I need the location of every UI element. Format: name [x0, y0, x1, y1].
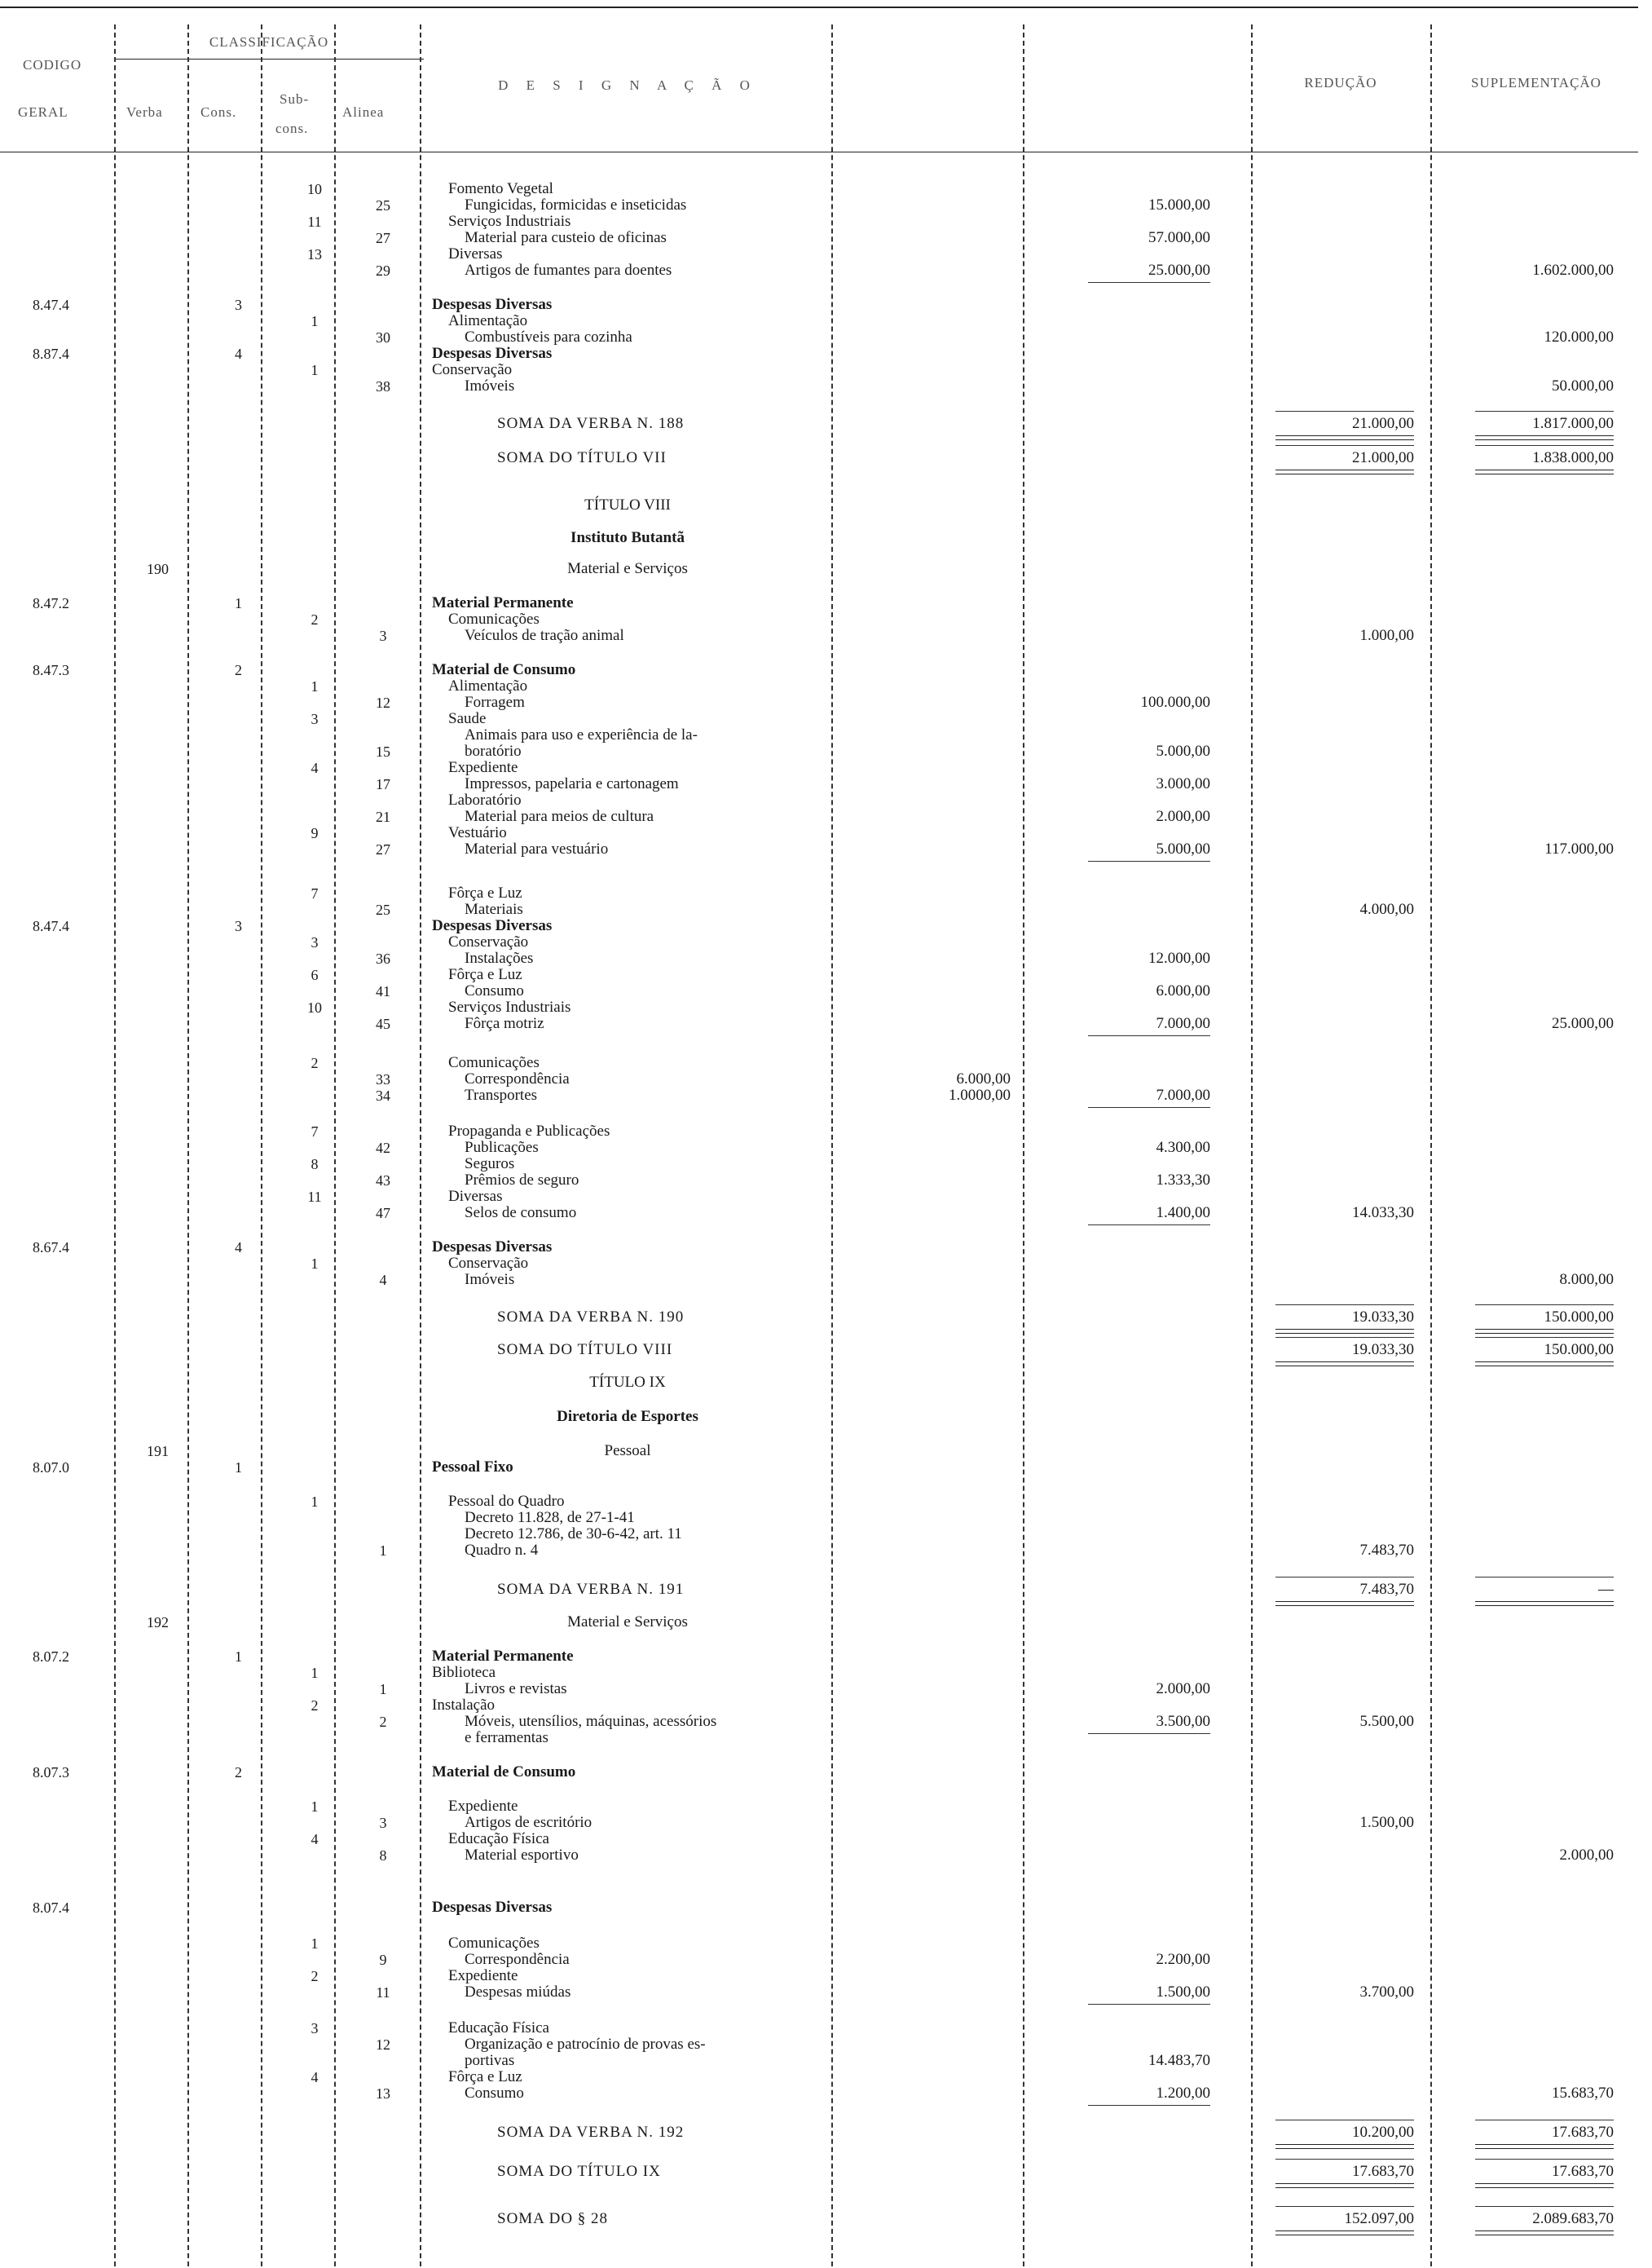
row-designacao: Animais para uso e experiência de la- — [465, 726, 698, 743]
row-subcons: 11 — [307, 1189, 322, 1205]
value-reducao: 19.033,30 — [1352, 1341, 1414, 1358]
value-col3: 2.200,00 — [1156, 1951, 1210, 1968]
soma-double-rule — [1275, 470, 1414, 474]
row-cons: 4 — [235, 1239, 242, 1255]
row-alinea: 2 — [379, 1714, 387, 1730]
value-col3: 7.000,00 — [1156, 1015, 1210, 1032]
row-designacao: Material para custeio de oficinas — [465, 229, 667, 246]
row-verba: 190 — [147, 561, 169, 577]
value-suplementacao: 1.838.000,00 — [1532, 449, 1614, 466]
row-designacao: Seguros — [465, 1155, 515, 1172]
header-cons: Cons. — [200, 104, 237, 120]
row-designacao: Pessoal Fixo — [432, 1458, 513, 1476]
value-suplementacao: 2.000,00 — [1559, 1847, 1614, 1864]
soma-double-rule — [1475, 1361, 1614, 1366]
soma-top-rule — [1275, 2206, 1414, 2207]
row-subcons: 2 — [311, 1055, 319, 1071]
row-cons: 1 — [235, 595, 242, 611]
row-subcons: 1 — [311, 362, 319, 378]
value-reducao: 5.500,00 — [1359, 1713, 1414, 1730]
row-soma: SOMA DO TÍTULO VII — [497, 449, 667, 466]
row-designacao: Forragem — [465, 694, 525, 711]
row-designacao: Consumo — [465, 982, 524, 999]
row-subcons: 8 — [311, 1156, 319, 1172]
row-designacao: Propaganda e Publicações — [448, 1123, 610, 1140]
value-col2: 6.000,00 — [956, 1070, 1011, 1088]
value-col3: 14.483,70 — [1148, 2052, 1210, 2069]
header-alinea: Alinea — [342, 104, 385, 120]
row-heading: Material e Serviços — [567, 560, 688, 577]
row-alinea: 13 — [376, 2085, 390, 2102]
row-alinea: 21 — [376, 809, 390, 825]
row-designacao: Fungicidas, formicidas e inseticidas — [465, 196, 687, 214]
row-soma: SOMA DO TÍTULO IX — [497, 2163, 661, 2180]
row-designacao: Diversas — [448, 245, 503, 263]
row-code: 8.07.2 — [33, 1648, 69, 1665]
row-heading: TÍTULO IX — [589, 1374, 666, 1391]
row-subcons: 1 — [311, 1494, 319, 1510]
row-designacao: Instalação — [432, 1697, 496, 1714]
row-cons: 2 — [235, 1764, 242, 1780]
value-col3: 5.000,00 — [1156, 743, 1210, 760]
row-designacao: Veículos de tração animal — [465, 627, 624, 644]
row-subcons: 4 — [311, 760, 319, 776]
row-designacao: e ferramentas — [465, 1729, 548, 1746]
value-col3: 1.200,00 — [1156, 2085, 1210, 2102]
value-reducao: 7.483,70 — [1359, 1542, 1414, 1559]
value-col3: 25.000,00 — [1148, 262, 1210, 279]
value-col2: 1.0000,00 — [949, 1087, 1011, 1104]
row-designacao: Expediente — [448, 1798, 518, 1815]
row-alinea: 3 — [379, 1815, 387, 1831]
row-designacao: Fôrça e Luz — [448, 966, 522, 983]
row-alinea: 3 — [379, 628, 387, 644]
value-col3: 1.333,30 — [1156, 1172, 1210, 1189]
soma-top-rule — [1475, 2159, 1614, 2160]
row-cons: 1 — [235, 1459, 242, 1476]
header-sub: Sub- — [280, 91, 310, 107]
row-designacao: Material de Consumo — [432, 1763, 576, 1780]
row-designacao: Fôrça e Luz — [448, 885, 522, 902]
row-subcons: 2 — [311, 1968, 319, 1984]
value-suplementacao: 25.000,00 — [1552, 1015, 1614, 1032]
row-designacao: portivas — [465, 2052, 515, 2069]
row-subcons: 13 — [307, 246, 322, 263]
header-geral: GERAL — [18, 104, 68, 120]
row-code: 8.67.4 — [33, 1239, 69, 1255]
row-designacao: Expediente — [448, 759, 518, 776]
subtotal-underline — [1088, 1107, 1210, 1108]
row-cons: 2 — [235, 662, 242, 678]
row-designacao: Imóveis — [465, 377, 515, 395]
value-col3: 3.500,00 — [1156, 1713, 1210, 1730]
value-col3: 12.000,00 — [1148, 950, 1210, 967]
subtotal-underline — [1088, 1035, 1210, 1036]
row-alinea: 15 — [376, 743, 390, 760]
row-alinea: 45 — [376, 1016, 390, 1032]
value-col3: 100.000,00 — [1140, 694, 1210, 711]
soma-top-rule — [1275, 411, 1414, 412]
row-alinea: 25 — [376, 902, 390, 918]
row-code: 8.47.2 — [33, 595, 69, 611]
row-designacao: Material Permanente — [432, 594, 574, 611]
row-alinea: 34 — [376, 1088, 390, 1104]
soma-top-rule — [1275, 1337, 1414, 1338]
row-subcons: 1 — [311, 313, 319, 329]
soma-top-rule — [1275, 1304, 1414, 1305]
row-designacao: Decreto 12.786, de 30-6-42, art. 11 — [465, 1525, 682, 1542]
row-subcons: 4 — [311, 1831, 319, 1847]
col-sep-codigo — [114, 24, 117, 2266]
row-subcons: 1 — [311, 1665, 319, 1681]
col-sep-c2 — [1023, 24, 1026, 2266]
value-reducao: 21.000,00 — [1352, 449, 1414, 466]
row-designacao: Impressos, papelaria e cartonagem — [465, 775, 679, 792]
value-reducao: 1.000,00 — [1359, 627, 1414, 644]
row-alinea: 27 — [376, 841, 390, 858]
soma-top-rule — [1275, 2159, 1414, 2160]
row-designacao: Vestuário — [448, 824, 507, 841]
row-alinea: 1 — [379, 1542, 387, 1559]
row-designacao: Móveis, utensílios, máquinas, acessórios — [465, 1713, 717, 1730]
row-designacao: Livros e revistas — [465, 1680, 567, 1697]
value-suplementacao: — — [1598, 1581, 1614, 1598]
row-code: 8.87.4 — [33, 346, 69, 362]
soma-double-rule — [1275, 2183, 1414, 2188]
row-designacao: Material Permanente — [432, 1648, 574, 1665]
value-suplementacao: 17.683,70 — [1552, 2124, 1614, 2141]
value-reducao: 4.000,00 — [1359, 901, 1414, 918]
value-col3: 3.000,00 — [1156, 775, 1210, 792]
value-suplementacao: 150.000,00 — [1544, 1341, 1614, 1358]
row-alinea: 38 — [376, 378, 390, 395]
row-designacao: Combustíveis para cozinha — [465, 329, 632, 346]
soma-double-rule — [1275, 2230, 1414, 2235]
value-reducao: 21.000,00 — [1352, 415, 1414, 432]
col-sep-subcons — [334, 24, 337, 2266]
row-alinea: 43 — [376, 1172, 390, 1189]
value-suplementacao: 17.683,70 — [1552, 2163, 1614, 2180]
value-reducao: 7.483,70 — [1359, 1581, 1414, 1598]
header-reducao: REDUÇÃO — [1304, 75, 1377, 90]
row-designacao: Consumo — [465, 2085, 524, 2102]
soma-top-rule — [1275, 445, 1414, 446]
row-verba: 192 — [147, 1614, 169, 1630]
row-designacao: Transportes — [465, 1087, 538, 1104]
subtotal-underline — [1088, 2105, 1210, 2106]
row-alinea: 47 — [376, 1205, 390, 1221]
col-sep-c4 — [1430, 24, 1434, 2266]
row-designacao: Despesas miúdas — [465, 1983, 571, 2001]
value-col3: 7.000,00 — [1156, 1087, 1210, 1104]
row-designacao: Educação Física — [448, 2019, 549, 2036]
row-designacao: Prêmios de seguro — [465, 1172, 579, 1189]
col-sep-verba — [187, 24, 191, 2266]
soma-top-rule — [1475, 2206, 1614, 2207]
header-codigo: CODIGO — [23, 57, 82, 73]
row-alinea: 11 — [376, 1984, 390, 2001]
value-col3: 15.000,00 — [1148, 196, 1210, 214]
row-cons: 1 — [235, 1648, 242, 1665]
row-designacao: Material para meios de cultura — [465, 808, 654, 825]
value-col3: 57.000,00 — [1148, 229, 1210, 246]
soma-double-rule — [1475, 1329, 1614, 1334]
subtotal-underline — [1088, 1224, 1210, 1225]
row-designacao: Biblioteca — [432, 1664, 496, 1681]
row-subcons: 3 — [311, 934, 319, 951]
row-designacao: Laboratório — [448, 792, 522, 809]
row-designacao: boratório — [465, 743, 522, 760]
header-suplementacao: SUPLEMENTAÇÃO — [1471, 75, 1601, 90]
row-designacao: Serviços Industriais — [448, 999, 571, 1016]
row-designacao: Fomento Vegetal — [448, 180, 553, 197]
col-sep-alinea — [420, 24, 423, 2266]
row-designacao: Despesas Diversas — [432, 917, 553, 934]
row-designacao: Correspondência — [465, 1951, 570, 1968]
row-code: 8.07.4 — [33, 1900, 69, 1916]
value-suplementacao: 120.000,00 — [1544, 329, 1614, 346]
row-code: 8.07.0 — [33, 1459, 69, 1476]
row-cons: 3 — [235, 297, 242, 313]
row-subcons: 7 — [311, 885, 319, 902]
row-alinea: 30 — [376, 329, 390, 346]
soma-top-rule — [1475, 445, 1614, 446]
row-subcons: 9 — [311, 825, 319, 841]
row-subcons: 3 — [311, 711, 319, 727]
value-reducao: 19.033,30 — [1352, 1308, 1414, 1326]
row-designacao: Alimentação — [448, 677, 528, 695]
row-designacao: Quadro n. 4 — [465, 1542, 539, 1559]
row-designacao: Saude — [448, 710, 487, 727]
row-code: 8.47.4 — [33, 297, 69, 313]
row-alinea: 36 — [376, 951, 390, 967]
value-suplementacao: 117.000,00 — [1544, 841, 1614, 858]
header-verba: Verba — [126, 104, 163, 120]
row-soma: SOMA DO TÍTULO VIII — [497, 1341, 673, 1358]
row-subcons: 1 — [311, 678, 319, 695]
row-designacao: Correspondência — [465, 1070, 570, 1088]
row-designacao: Expediente — [448, 1967, 518, 1984]
row-alinea: 33 — [376, 1071, 390, 1088]
row-alinea: 29 — [376, 263, 390, 279]
row-alinea: 41 — [376, 983, 390, 999]
value-suplementacao: 1.817.000,00 — [1532, 415, 1614, 432]
row-subcons: 1 — [311, 1798, 319, 1815]
soma-double-rule — [1275, 1329, 1414, 1334]
soma-double-rule — [1475, 2183, 1614, 2188]
row-designacao: Material para vestuário — [465, 841, 609, 858]
col-sep-c3 — [1251, 24, 1254, 2266]
soma-double-rule — [1475, 1601, 1614, 1606]
header-classificacao: CLASSIFICAÇÃO — [209, 34, 329, 50]
value-col3: 1.500,00 — [1156, 1983, 1210, 2001]
row-code: 8.47.4 — [33, 918, 69, 934]
soma-top-rule — [1475, 411, 1614, 412]
row-soma: SOMA DA VERBA N. 191 — [497, 1581, 685, 1598]
row-code: 8.47.3 — [33, 662, 69, 678]
row-designacao: Comunicações — [448, 611, 540, 628]
row-soma: SOMA DA VERBA N. 188 — [497, 415, 685, 432]
row-designacao: Despesas Diversas — [432, 1238, 553, 1255]
row-designacao: Alimentação — [448, 312, 528, 329]
row-subcons: 6 — [311, 967, 319, 983]
value-suplementacao: 150.000,00 — [1544, 1308, 1614, 1326]
row-subcons: 2 — [311, 1697, 319, 1714]
row-alinea: 42 — [376, 1140, 390, 1156]
row-designacao: Artigos de fumantes para doentes — [465, 262, 672, 279]
row-alinea: 25 — [376, 197, 390, 214]
header-cons2: cons. — [275, 121, 309, 136]
value-col3: 4.300,00 — [1156, 1139, 1210, 1156]
value-col3: 2.000,00 — [1156, 1680, 1210, 1697]
value-col3: 5.000,00 — [1156, 841, 1210, 858]
row-code: 8.07.3 — [33, 1764, 69, 1780]
row-heading: Instituto Butantã — [570, 529, 685, 546]
row-designacao: Publicações — [465, 1139, 539, 1156]
row-alinea: 17 — [376, 776, 390, 792]
col-sep-cons — [261, 24, 264, 2266]
row-designacao: Selos de consumo — [465, 1204, 577, 1221]
row-heading: Material e Serviços — [567, 1613, 688, 1630]
row-designacao: Fôrça motriz — [465, 1015, 544, 1032]
soma-double-rule — [1275, 1361, 1414, 1366]
row-soma: SOMA DA VERBA N. 192 — [497, 2124, 685, 2141]
row-subcons: 2 — [311, 611, 319, 628]
row-subcons: 11 — [307, 214, 322, 230]
row-heading: Pessoal — [604, 1442, 651, 1459]
value-col3: 1.400,00 — [1156, 1204, 1210, 1221]
row-alinea: 1 — [379, 1681, 387, 1697]
value-col3: 6.000,00 — [1156, 982, 1210, 999]
row-alinea: 9 — [379, 1952, 387, 1968]
row-designacao: Despesas Diversas — [432, 1899, 553, 1916]
header-designacao: D E S I G N A Ç Ã O — [498, 77, 757, 93]
row-cons: 3 — [235, 918, 242, 934]
row-designacao: Material esportivo — [465, 1847, 579, 1864]
row-alinea: 12 — [376, 695, 390, 711]
row-designacao: Comunicações — [448, 1054, 540, 1071]
soma-double-rule — [1275, 435, 1414, 440]
value-reducao: 1.500,00 — [1359, 1814, 1414, 1831]
row-alinea: 8 — [379, 1847, 387, 1864]
subheader-rule — [114, 59, 424, 60]
subtotal-underline — [1088, 1733, 1210, 1734]
row-designacao: Materiais — [465, 901, 523, 918]
row-soma: SOMA DO § 28 — [497, 2210, 609, 2227]
value-suplementacao: 8.000,00 — [1559, 1271, 1614, 1288]
value-reducao: 10.200,00 — [1352, 2124, 1414, 2141]
row-heading: TÍTULO VIII — [584, 496, 671, 514]
row-designacao: Fôrça e Luz — [448, 2068, 522, 2085]
row-subcons: 10 — [307, 181, 322, 197]
row-designacao: Conservação — [432, 361, 513, 378]
soma-double-rule — [1475, 2144, 1614, 2149]
row-soma: SOMA DA VERBA N. 190 — [497, 1308, 685, 1326]
row-subcons: 3 — [311, 2020, 319, 2036]
value-reducao: 152.097,00 — [1344, 2210, 1414, 2227]
row-alinea: 12 — [376, 2036, 390, 2053]
row-alinea: 4 — [379, 1272, 387, 1288]
value-suplementacao: 50.000,00 — [1552, 377, 1614, 395]
row-designacao: Imóveis — [465, 1271, 515, 1288]
row-designacao: Organização e patrocínio de provas es- — [465, 2036, 706, 2053]
row-designacao: Pessoal do Quadro — [448, 1493, 565, 1510]
row-cons: 4 — [235, 346, 242, 362]
value-reducao: 3.700,00 — [1359, 1983, 1414, 2001]
soma-double-rule — [1275, 1601, 1414, 1606]
value-suplementacao: 15.683,70 — [1552, 2085, 1614, 2102]
row-designacao: Serviços Industriais — [448, 213, 571, 230]
col-sep-designacao — [831, 24, 835, 2266]
top-rule — [0, 7, 1638, 8]
soma-double-rule — [1275, 2144, 1414, 2149]
soma-top-rule — [1475, 1304, 1614, 1305]
row-designacao: Artigos de escritório — [465, 1814, 593, 1831]
soma-double-rule — [1475, 470, 1614, 474]
value-reducao: 14.033,30 — [1352, 1204, 1414, 1221]
soma-double-rule — [1475, 2230, 1614, 2235]
subtotal-underline — [1088, 2004, 1210, 2005]
row-designacao: Conservação — [448, 1255, 529, 1272]
row-subcons: 1 — [311, 1255, 319, 1272]
row-designacao: Decreto 11.828, de 27-1-41 — [465, 1509, 635, 1526]
value-suplementacao: 1.602.000,00 — [1532, 262, 1614, 279]
row-subcons: 7 — [311, 1123, 319, 1140]
subtotal-underline — [1088, 282, 1210, 283]
row-designacao: Conservação — [448, 933, 529, 951]
row-designacao: Instalações — [465, 950, 534, 967]
row-heading: Diretoria de Esportes — [557, 1408, 698, 1425]
row-designacao: Diversas — [448, 1188, 503, 1205]
value-col3: 2.000,00 — [1156, 808, 1210, 825]
soma-top-rule — [1475, 1337, 1614, 1338]
row-alinea: 27 — [376, 230, 390, 246]
row-subcons: 10 — [307, 999, 322, 1016]
row-subcons: 4 — [311, 2069, 319, 2085]
row-verba: 191 — [147, 1443, 169, 1459]
row-designacao: Educação Física — [448, 1830, 549, 1847]
subtotal-underline — [1088, 861, 1210, 862]
value-reducao: 17.683,70 — [1352, 2163, 1414, 2180]
soma-double-rule — [1475, 435, 1614, 440]
row-designacao: Despesas Diversas — [432, 345, 553, 362]
row-designacao: Comunicações — [448, 1935, 540, 1952]
row-designacao: Material de Consumo — [432, 661, 576, 678]
value-suplementacao: 2.089.683,70 — [1532, 2210, 1614, 2227]
row-subcons: 1 — [311, 1935, 319, 1952]
row-designacao: Despesas Diversas — [432, 296, 553, 313]
